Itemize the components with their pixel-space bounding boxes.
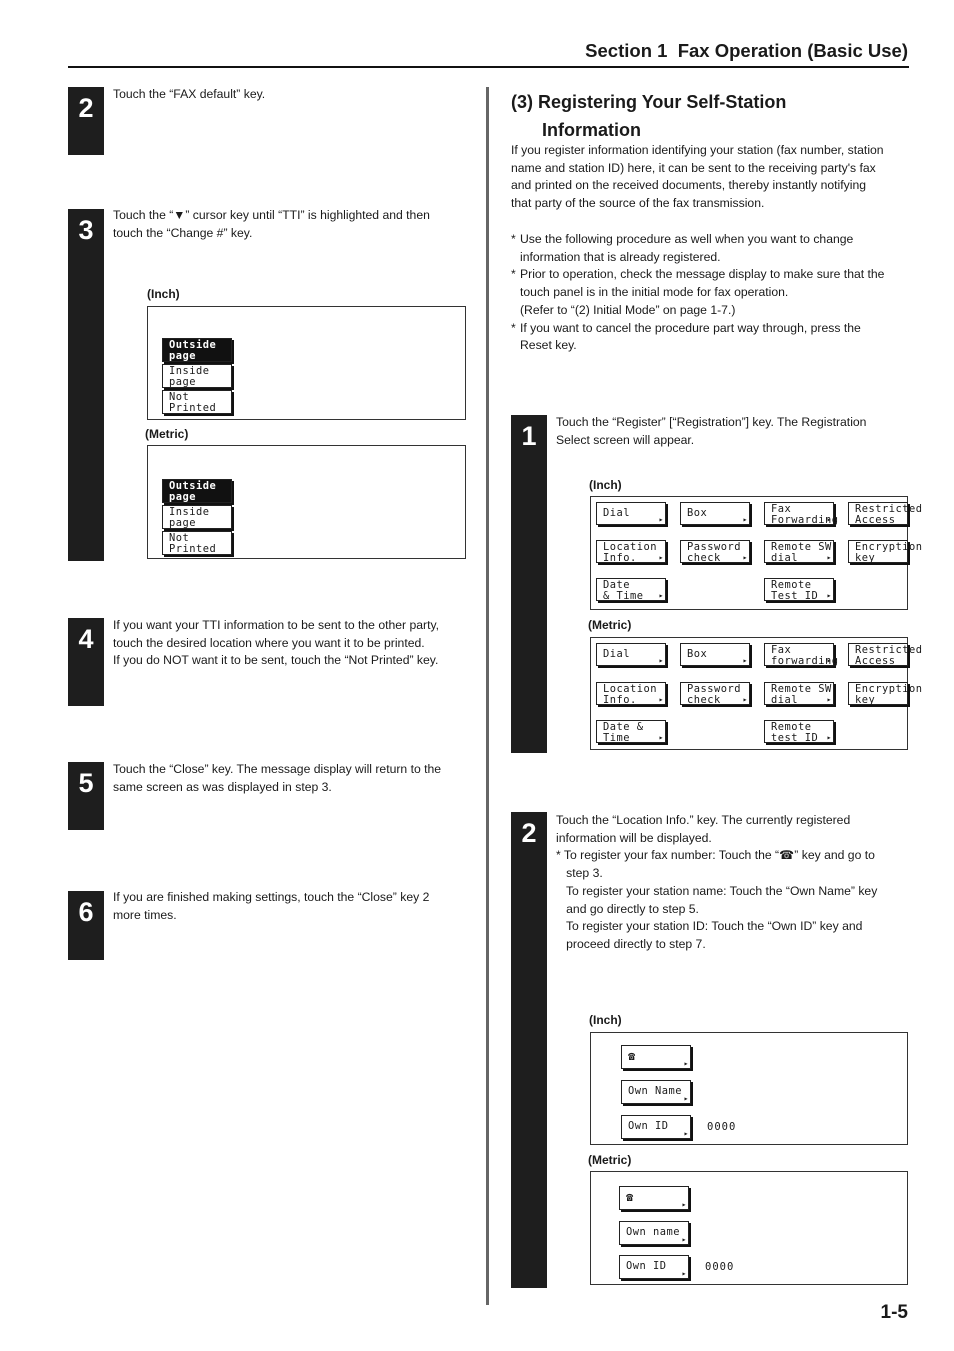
step-2-text xyxy=(556,812,877,954)
own-id-button[interactable]: Own ID ▸ xyxy=(621,1115,691,1139)
own-id-button[interactable]: Own ID ▸ xyxy=(619,1255,689,1279)
metric-label: (Metric) xyxy=(588,618,632,632)
text-line: Touch the “▼” cursor key until “TTI” is highlighted and then xyxy=(113,208,430,222)
step-number: 2 xyxy=(521,818,537,848)
section-header-title: Section 1 Fax Operation (Basic Use) xyxy=(585,40,908,61)
text-line: information that is already registered. xyxy=(520,249,721,264)
text-line: that party of the source of the fax transmission. xyxy=(511,196,765,211)
own-name-button[interactable]: Own Name ▸ xyxy=(621,1080,691,1104)
location-info-button[interactable]: Location Info. ▸ xyxy=(596,540,666,563)
location-info-panel-metric xyxy=(590,1171,908,1285)
text-line: Touch the “Close” key. The message display will return to the xyxy=(113,762,442,776)
inch-label: (Inch) xyxy=(147,287,180,301)
text-line: and go directly to step 5. xyxy=(556,901,699,916)
step-2-bar xyxy=(68,87,104,155)
inside-page-button[interactable]: Inside page xyxy=(162,364,232,388)
text-line: Touch the “Location Info.” key. The currently registered xyxy=(556,813,851,827)
not-printed-button[interactable]: Not Printed xyxy=(162,531,232,555)
step-4-text xyxy=(113,617,439,670)
notes-list xyxy=(511,231,884,355)
note-item xyxy=(511,266,884,319)
section-title xyxy=(511,88,786,144)
text-line: touch panel is in the initial mode for fax operation. xyxy=(520,285,789,300)
dial-button[interactable]: Dial ▸ xyxy=(596,502,666,525)
section-title-line: Information xyxy=(542,120,641,140)
step-4-bar xyxy=(68,618,104,706)
box-button[interactable]: Box ▸ xyxy=(680,643,750,666)
remote-sw-dial-button[interactable]: Remote SW dial ▸ xyxy=(764,682,834,705)
header-rule xyxy=(68,66,909,68)
step-3-bar xyxy=(68,209,104,561)
location-info-button[interactable]: Location Info. ▸ xyxy=(596,682,666,705)
text-line: To register your station ID: Touch the “Own ID” key and xyxy=(556,919,863,934)
own-name-button[interactable]: Own name ▸ xyxy=(619,1221,689,1245)
fax-number-button[interactable]: ☎ ▸ xyxy=(621,1045,691,1069)
text-line: If you are finished making settings, touch the “Close” key 2 xyxy=(113,890,430,904)
text-line: Touch the “Register” [“Registration”] key. The Registration xyxy=(556,415,867,429)
fax-forwarding-button[interactable]: Fax Forwarding ▸ xyxy=(764,502,834,525)
text-line: name and station ID) here, it can be sent to the receiving party's fax xyxy=(511,160,876,175)
text-line: more times. xyxy=(113,907,177,922)
step-1-bar xyxy=(511,415,547,753)
metric-label: (Metric) xyxy=(145,427,189,441)
text-line: To register your station name: Touch the “Own Name” key xyxy=(556,883,878,898)
column-divider xyxy=(486,87,489,1305)
inch-label: (Inch) xyxy=(589,478,622,492)
step-6-bar xyxy=(68,891,104,960)
step-2-bar xyxy=(511,812,547,1288)
metric-label: (Metric) xyxy=(588,1153,632,1167)
note-item xyxy=(511,320,884,355)
text-line: touch the “Change #” key. xyxy=(113,225,253,240)
restricted-access-button[interactable]: Restricted Access xyxy=(848,643,908,666)
text-line: * Use the following procedure as well when you want to change xyxy=(520,232,854,246)
text-line: same screen as was displayed in step 3. xyxy=(113,779,332,794)
step-5-text xyxy=(113,761,441,796)
date-time-button[interactable]: Date & Time ▸ xyxy=(596,578,666,601)
inch-label: (Inch) xyxy=(589,1013,622,1027)
text-line: If you do NOT want it to be sent, touch the “Not Printed” key. xyxy=(113,653,439,668)
step-number: 5 xyxy=(78,768,94,798)
box-button[interactable]: Box ▸ xyxy=(680,502,750,525)
section-title-line: (3) Registering Your Self-Station xyxy=(511,92,787,112)
text-line: Reset key. xyxy=(520,338,577,353)
step-number: 2 xyxy=(78,93,94,123)
step-3-text xyxy=(113,207,430,242)
text-line: (Refer to “(2) Initial Mode” on page 1-7.) xyxy=(520,302,736,317)
text-line: * To register your fax number: Touch the “☎” key and go to xyxy=(556,848,875,863)
dial-button[interactable]: Dial ▸ xyxy=(596,643,666,666)
text-line: and printed on the received documents, thereby instantly notifying xyxy=(511,178,867,193)
tti-panel-metric xyxy=(147,445,466,559)
page-number: 1-5 xyxy=(880,1302,908,1323)
text-line: Select screen will appear. xyxy=(556,432,695,447)
date-time-button[interactable]: Date & Time ▸ xyxy=(596,720,666,743)
own-id-value: 0000 xyxy=(705,1261,735,1273)
text-line: If you want your TTI information to be sent to the other party, xyxy=(113,618,440,632)
inside-page-button[interactable]: Inside page xyxy=(162,505,232,529)
encryption-key-button[interactable]: Encryption key xyxy=(848,682,908,705)
intro-paragraph xyxy=(511,142,884,213)
not-printed-button[interactable]: Not Printed xyxy=(162,390,232,414)
step-number: 3 xyxy=(78,215,94,245)
step-number: 4 xyxy=(78,624,94,654)
note-item xyxy=(511,231,884,266)
registration-panel-inch xyxy=(590,496,923,610)
text-line: If you register information identifying your station (fax number, station xyxy=(511,143,884,157)
outside-page-button[interactable]: Outside page xyxy=(162,338,232,362)
text-line: touch the desired location where you want it to be printed. xyxy=(113,635,425,650)
fax-number-button[interactable]: ☎ ▸ xyxy=(619,1186,689,1210)
text-line: step 3. xyxy=(556,866,603,881)
text-line: proceed directly to step 7. xyxy=(556,936,706,951)
password-check-button[interactable]: Password check ▸ xyxy=(680,682,750,705)
restricted-access-button[interactable]: Restricted Access xyxy=(848,502,908,525)
own-id-value: 0000 xyxy=(707,1121,737,1133)
text-line: * If you want to cancel the procedure part way through, press the xyxy=(520,320,861,335)
step-6-text xyxy=(113,889,429,924)
step-5-bar xyxy=(68,762,104,830)
step-2-text: Touch the “FAX default” key. xyxy=(113,87,266,101)
step-1-text xyxy=(556,414,866,449)
password-check-button[interactable]: Password check ▸ xyxy=(680,540,750,563)
remote-test-id-button[interactable]: Remote Test ID ▸ xyxy=(764,578,834,601)
location-info-panel-inch xyxy=(590,1032,908,1145)
tti-panel-inch xyxy=(147,306,466,420)
registration-panel-metric xyxy=(590,637,923,750)
step-number: 1 xyxy=(521,421,537,451)
remote-test-id-button[interactable]: Remote test ID ▸ xyxy=(764,720,834,743)
remote-sw-dial-button[interactable]: Remote SW dial ▸ xyxy=(764,540,834,563)
encryption-key-button[interactable]: Encryption key xyxy=(848,540,908,563)
step-number: 6 xyxy=(78,897,94,927)
outside-page-button[interactable]: Outside page xyxy=(162,479,232,503)
text-line: information will be displayed. xyxy=(556,830,712,845)
fax-forwarding-button[interactable]: Fax forwarding ▸ xyxy=(764,643,834,666)
text-line: * Prior to operation, check the message display to make sure that the xyxy=(520,267,885,282)
